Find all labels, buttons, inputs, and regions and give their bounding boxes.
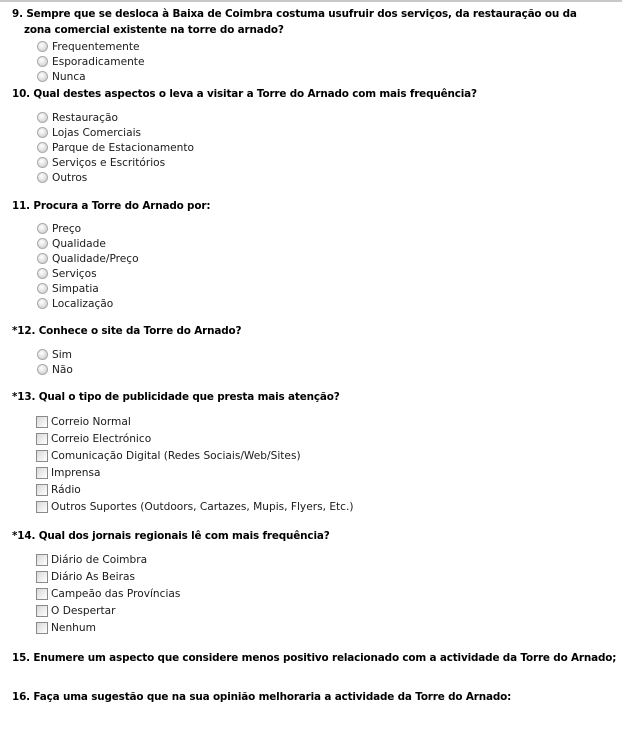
checkbox-option[interactable] <box>36 448 301 463</box>
radio-option[interactable] <box>36 296 113 311</box>
question-12-title: *12. Conhece o site da Torre do Arnado? <box>12 325 242 337</box>
checkbox[interactable] <box>36 416 48 428</box>
option-label: Nenhum <box>51 621 96 634</box>
question-14-title: *14. Qual dos jornais regionais lê com mais frequência? <box>12 530 330 542</box>
radio-option[interactable] <box>36 236 106 251</box>
option-label: Diário As Beiras <box>51 570 135 583</box>
checkbox-option[interactable] <box>36 586 180 601</box>
option-label: Nunca <box>52 70 86 83</box>
checkbox-option[interactable] <box>36 431 151 446</box>
checkbox[interactable] <box>36 501 48 513</box>
radio-option[interactable] <box>36 251 139 266</box>
question-11-title: 11. Procura a Torre do Arnado por: <box>12 200 211 212</box>
radio-button[interactable] <box>37 298 48 309</box>
radio-button[interactable] <box>37 283 48 294</box>
radio-button[interactable] <box>37 172 48 183</box>
checkbox[interactable] <box>36 484 48 496</box>
option-label: Imprensa <box>51 466 101 479</box>
radio-option[interactable] <box>36 54 144 69</box>
checkbox-option[interactable] <box>36 620 96 635</box>
option-label: Simpatia <box>52 282 99 295</box>
checkbox-option[interactable] <box>36 603 116 618</box>
radio-option[interactable] <box>36 155 165 170</box>
option-label: Comunicação Digital (Redes Sociais/Web/Sites) <box>51 449 301 462</box>
option-label: Correio Electrónico <box>51 432 152 445</box>
option-label: Localização <box>52 297 114 310</box>
radio-option[interactable] <box>36 221 81 236</box>
option-label: Correio Normal <box>51 415 131 428</box>
checkbox[interactable] <box>36 433 48 445</box>
option-label: Qualidade <box>52 237 106 250</box>
radio-button[interactable] <box>37 157 48 168</box>
question-9-line1: 9. Sempre que se desloca à Baixa de Coimbra costuma usufruir dos serviços, da restauração ou da <box>12 8 577 20</box>
option-label: Sim <box>52 348 72 361</box>
option-label: Esporadicamente <box>52 55 145 68</box>
question-16-title: 16. Faça uma sugestão que na sua opinião melhoraria a actividade da Torre do Arnado: <box>12 691 512 703</box>
checkbox-option[interactable] <box>36 465 101 480</box>
radio-option[interactable] <box>36 69 86 84</box>
checkbox-option[interactable] <box>36 569 135 584</box>
radio-button[interactable] <box>37 223 48 234</box>
checkbox-option[interactable] <box>36 499 354 514</box>
radio-option[interactable] <box>36 125 141 140</box>
checkbox[interactable] <box>36 588 48 600</box>
option-label: Frequentemente <box>52 40 140 53</box>
radio-option[interactable] <box>36 170 87 185</box>
radio-option[interactable] <box>36 140 194 155</box>
radio-button[interactable] <box>37 142 48 153</box>
option-label: Diário de Coimbra <box>51 553 148 566</box>
option-label: Não <box>52 363 73 376</box>
checkbox-option[interactable] <box>36 414 131 429</box>
question-9-title <box>12 6 577 38</box>
radio-button[interactable] <box>37 364 48 375</box>
radio-button[interactable] <box>37 268 48 279</box>
option-label: Serviços e Escritórios <box>52 156 166 169</box>
radio-button[interactable] <box>37 112 48 123</box>
radio-option[interactable] <box>36 362 73 377</box>
option-label: Rádio <box>51 483 81 496</box>
radio-button[interactable] <box>37 238 48 249</box>
option-label: Serviços <box>52 267 97 280</box>
option-label: Qualidade/Preço <box>52 252 139 265</box>
radio-button[interactable] <box>37 41 48 52</box>
option-label: Parque de Estacionamento <box>52 141 195 154</box>
question-10-title: 10. Qual destes aspectos o leva a visitar a Torre do Arnado com mais frequência? <box>12 88 477 100</box>
option-label: Campeão das Províncias <box>51 587 181 600</box>
question-9-line2: zona comercial existente na torre do arnado? <box>24 24 284 36</box>
checkbox[interactable] <box>36 622 48 634</box>
radio-option[interactable] <box>36 266 97 281</box>
checkbox[interactable] <box>36 467 48 479</box>
option-label: Restauração <box>52 111 118 124</box>
radio-option[interactable] <box>36 110 118 125</box>
question-15-title: 15. Enumere um aspecto que considere menos positivo relacionado com a actividade da Torre do Arnado; <box>12 652 617 664</box>
question-13-title: *13. Qual o tipo de publicidade que presta mais atenção? <box>12 391 340 403</box>
option-label: Lojas Comerciais <box>52 126 142 139</box>
checkbox[interactable] <box>36 450 48 462</box>
option-label: Preço <box>52 222 82 235</box>
top-divider <box>0 0 622 2</box>
option-label: Outros Suportes (Outdoors, Cartazes, Mupis, Flyers, Etc.) <box>51 500 354 513</box>
radio-button[interactable] <box>37 56 48 67</box>
checkbox[interactable] <box>36 605 48 617</box>
option-label: Outros <box>52 171 88 184</box>
radio-option[interactable] <box>36 39 140 54</box>
checkbox-option[interactable] <box>36 552 147 567</box>
radio-button[interactable] <box>37 349 48 360</box>
radio-option[interactable] <box>36 281 99 296</box>
radio-button[interactable] <box>37 71 48 82</box>
checkbox[interactable] <box>36 554 48 566</box>
checkbox[interactable] <box>36 571 48 583</box>
option-label: O Despertar <box>51 604 116 617</box>
checkbox-option[interactable] <box>36 482 81 497</box>
radio-button[interactable] <box>37 253 48 264</box>
radio-button[interactable] <box>37 127 48 138</box>
radio-option[interactable] <box>36 347 72 362</box>
